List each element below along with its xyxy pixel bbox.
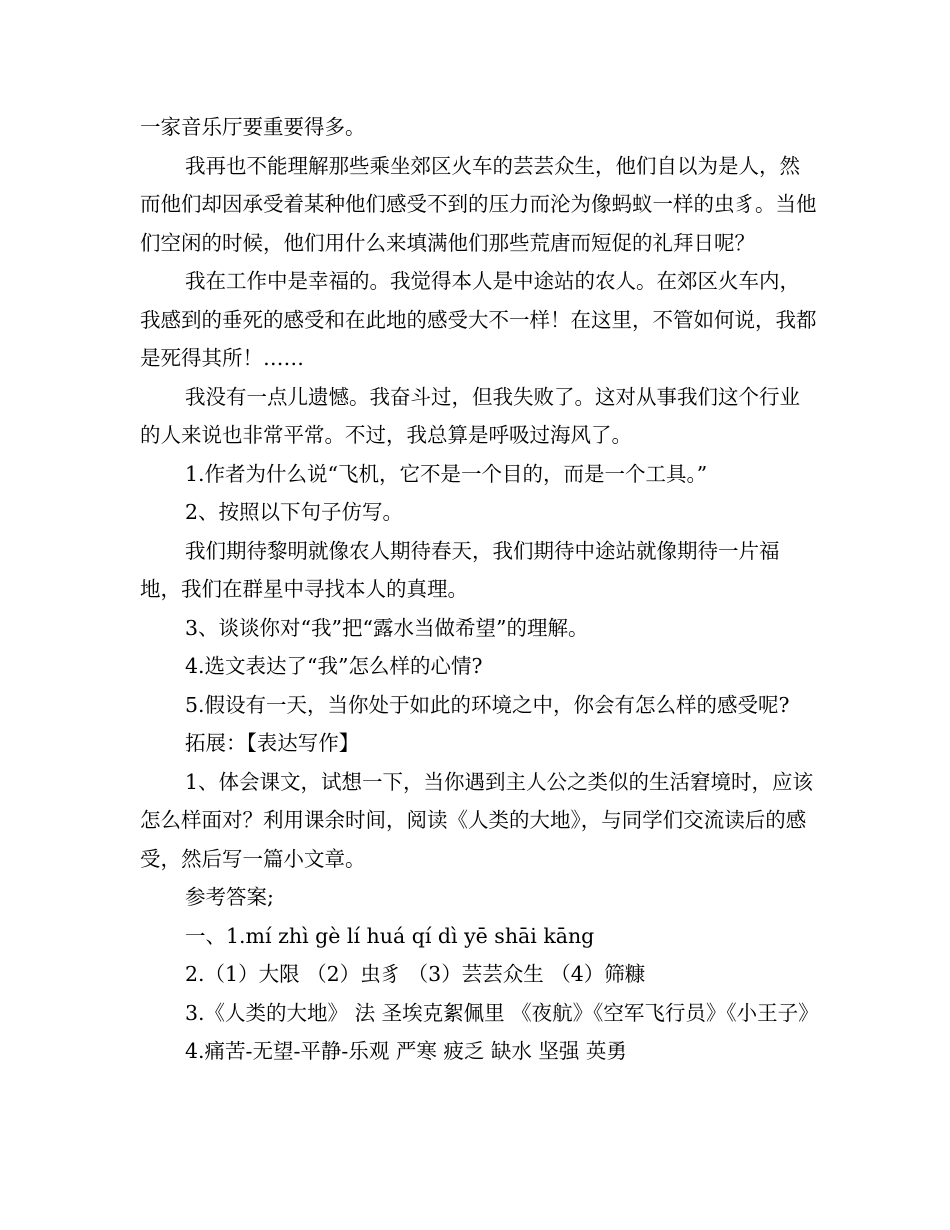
section-heading: 拓展：【表达写作】 (185, 731, 360, 755)
paragraph: 1、体会课文，试想一下，当你遇到主人公之类似的生活窘境时，应该怎么样面对？利用课余时间，阅读《人类的大地》，与同学们交流读后的感受，然后写一篇小文章。 (140, 769, 814, 871)
document-body (140, 108, 820, 1071)
answer-4: 4.痛苦-无望-平静-乐观 严寒 疲乏 缺水 坚强 英勇 (185, 1039, 627, 1063)
paragraph: 我再也不能理解那些乘坐郊区火车的芸芸众生，他们自以为是人，然而他们却因承受着某种他们感受不到的压力而沦为像蚂蚁一样的虫豸。当他们空闲的时候，他们用什么来填满他们那些荒唐而短促的礼拜日呢？ (140, 153, 817, 255)
answer-3: 3.《人类的大地》 法 圣埃克絮佩里 《夜航》《空军飞行员》《小王子》 (185, 1000, 819, 1025)
question-2: 2、按照以下句子仿写。 (185, 500, 404, 524)
paragraph: 我没有一点儿遗憾。我奋斗过，但我失败了。这对从事我们这个行业的人来说也非常平常。不过，我总算是呼吸过海风了。 (140, 384, 800, 447)
question-5: 5.假设有一天，当你处于如此的环境之中，你会有怎么样的感受呢? (185, 692, 790, 717)
paragraph: 我在工作中是幸福的。我觉得本人是中途站的农人。在郊区火车内，我感到的垂死的感受和在此地的感受大不一样！在这里，不管如何说，我都是死得其所！…… (140, 269, 817, 370)
answer-2: 2.（1）大限 （2）虫豸 （3）芸芸众生 （4）筛糠 (185, 962, 646, 986)
question-3: 3、谈谈你对“我”把“露水当做希望”的理解。 (185, 615, 589, 640)
paragraph: 我们期待黎明就像农人期待春天，我们期待中途站就像期待一片福地，我们在群星中寻找本人的真理。 (140, 538, 780, 601)
question-4: 4.选文表达了“我”怎么样的心情? (185, 654, 483, 678)
paragraph: 一家音乐厅要重要得多。 (140, 115, 366, 139)
question-1: 1.作者为什么说“飞机，它不是一个目的，而是一个工具。” (185, 461, 708, 486)
answer-1: 一、1.mí zhì gè lí huá qí dì yē shāi kāng (185, 923, 595, 948)
answer-heading: 参考答案; (185, 885, 274, 909)
